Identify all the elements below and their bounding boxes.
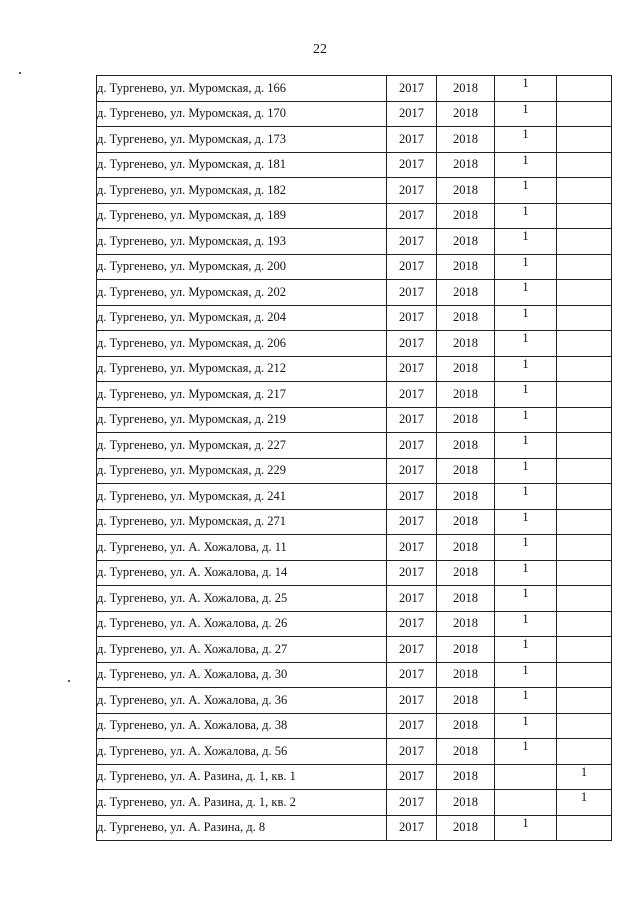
address-cell: д. Тургенево, ул. А. Хожалова, д. 25 bbox=[97, 586, 387, 612]
table-row bbox=[97, 586, 612, 612]
mark-b-cell bbox=[557, 688, 612, 714]
mark-b-cell bbox=[557, 280, 612, 306]
mark-b-cell: 1 bbox=[557, 764, 612, 790]
table-row bbox=[97, 637, 612, 663]
year-end-cell: 2018 bbox=[437, 535, 495, 561]
year-start-cell: 2017 bbox=[387, 280, 437, 306]
address-table bbox=[96, 75, 612, 841]
year-end-cell: 2018 bbox=[437, 637, 495, 663]
mark-b-cell bbox=[557, 407, 612, 433]
mark-b-cell bbox=[557, 331, 612, 357]
year-start-cell: 2017 bbox=[387, 407, 437, 433]
mark-b-cell bbox=[557, 152, 612, 178]
table-row bbox=[97, 509, 612, 535]
mark-b-cell bbox=[557, 560, 612, 586]
mark-a-cell: 1 bbox=[495, 688, 557, 714]
mark-a-cell: 1 bbox=[495, 331, 557, 357]
mark-b-cell bbox=[557, 229, 612, 255]
address-cell: д. Тургенево, ул. Муромская, д. 204 bbox=[97, 305, 387, 331]
address-cell: д. Тургенево, ул. Муромская, д. 173 bbox=[97, 127, 387, 153]
year-start-cell: 2017 bbox=[387, 76, 437, 102]
address-cell: д. Тургенево, ул. А. Разина, д. 8 bbox=[97, 815, 387, 841]
year-end-cell: 2018 bbox=[437, 764, 495, 790]
mark-b-cell bbox=[557, 815, 612, 841]
mark-a-cell: 1 bbox=[495, 509, 557, 535]
year-end-cell: 2018 bbox=[437, 509, 495, 535]
mark-a-cell: 1 bbox=[495, 484, 557, 510]
year-start-cell: 2017 bbox=[387, 790, 437, 816]
year-end-cell: 2018 bbox=[437, 662, 495, 688]
table-row bbox=[97, 229, 612, 255]
mark-a-cell: 1 bbox=[495, 101, 557, 127]
mark-b-cell bbox=[557, 713, 612, 739]
table-row bbox=[97, 713, 612, 739]
mark-a-cell: 1 bbox=[495, 433, 557, 459]
year-start-cell: 2017 bbox=[387, 815, 437, 841]
mark-a-cell: 1 bbox=[495, 305, 557, 331]
table-row bbox=[97, 688, 612, 714]
address-cell: д. Тургенево, ул. А. Разина, д. 1, кв. 1 bbox=[97, 764, 387, 790]
mark-b-cell bbox=[557, 178, 612, 204]
table-row bbox=[97, 356, 612, 382]
mark-a-cell: 1 bbox=[495, 458, 557, 484]
address-cell: д. Тургенево, ул. А. Хожалова, д. 11 bbox=[97, 535, 387, 561]
year-end-cell: 2018 bbox=[437, 152, 495, 178]
mark-a-cell: 1 bbox=[495, 739, 557, 765]
table-row bbox=[97, 611, 612, 637]
address-cell: д. Тургенево, ул. А. Хожалова, д. 36 bbox=[97, 688, 387, 714]
year-start-cell: 2017 bbox=[387, 305, 437, 331]
address-cell: д. Тургенево, ул. Муромская, д. 182 bbox=[97, 178, 387, 204]
address-cell: д. Тургенево, ул. А. Хожалова, д. 38 bbox=[97, 713, 387, 739]
table-row bbox=[97, 433, 612, 459]
year-start-cell: 2017 bbox=[387, 611, 437, 637]
year-start-cell: 2017 bbox=[387, 688, 437, 714]
table-row bbox=[97, 458, 612, 484]
year-end-cell: 2018 bbox=[437, 688, 495, 714]
address-cell: д. Тургенево, ул. Муромская, д. 229 bbox=[97, 458, 387, 484]
year-start-cell: 2017 bbox=[387, 586, 437, 612]
table-row bbox=[97, 484, 612, 510]
mark-a-cell: 1 bbox=[495, 382, 557, 408]
year-end-cell: 2018 bbox=[437, 611, 495, 637]
address-cell: д. Тургенево, ул. Муромская, д. 271 bbox=[97, 509, 387, 535]
year-start-cell: 2017 bbox=[387, 152, 437, 178]
address-cell: д. Тургенево, ул. Муромская, д. 212 bbox=[97, 356, 387, 382]
year-start-cell: 2017 bbox=[387, 560, 437, 586]
year-end-cell: 2018 bbox=[437, 484, 495, 510]
mark-b-cell bbox=[557, 382, 612, 408]
year-start-cell: 2017 bbox=[387, 637, 437, 663]
address-cell: д. Тургенево, ул. Муромская, д. 202 bbox=[97, 280, 387, 306]
mark-b-cell: 1 bbox=[557, 790, 612, 816]
address-cell: д. Тургенево, ул. Муромская, д. 206 bbox=[97, 331, 387, 357]
year-end-cell: 2018 bbox=[437, 229, 495, 255]
year-end-cell: 2018 bbox=[437, 203, 495, 229]
address-cell: д. Тургенево, ул. А. Хожалова, д. 26 bbox=[97, 611, 387, 637]
year-start-cell: 2017 bbox=[387, 509, 437, 535]
mark-b-cell bbox=[557, 76, 612, 102]
mark-a-cell: 1 bbox=[495, 535, 557, 561]
mark-b-cell bbox=[557, 637, 612, 663]
address-cell: д. Тургенево, ул. Муромская, д. 217 bbox=[97, 382, 387, 408]
address-cell: д. Тургенево, ул. А. Хожалова, д. 14 bbox=[97, 560, 387, 586]
table-row bbox=[97, 739, 612, 765]
mark-a-cell: 1 bbox=[495, 127, 557, 153]
mark-b-cell bbox=[557, 305, 612, 331]
mark-a-cell: 1 bbox=[495, 178, 557, 204]
year-end-cell: 2018 bbox=[437, 407, 495, 433]
scan-mark bbox=[19, 72, 21, 74]
table-row bbox=[97, 407, 612, 433]
mark-a-cell: 1 bbox=[495, 152, 557, 178]
year-start-cell: 2017 bbox=[387, 739, 437, 765]
mark-b-cell bbox=[557, 101, 612, 127]
year-end-cell: 2018 bbox=[437, 101, 495, 127]
mark-a-cell: 1 bbox=[495, 356, 557, 382]
mark-b-cell bbox=[557, 127, 612, 153]
mark-b-cell bbox=[557, 484, 612, 510]
year-start-cell: 2017 bbox=[387, 254, 437, 280]
mark-a-cell: 1 bbox=[495, 407, 557, 433]
address-cell: д. Тургенево, ул. А. Хожалова, д. 30 bbox=[97, 662, 387, 688]
year-end-cell: 2018 bbox=[437, 815, 495, 841]
page-number: 22 bbox=[313, 42, 327, 57]
table-row bbox=[97, 764, 612, 790]
address-cell: д. Тургенево, ул. Муромская, д. 227 bbox=[97, 433, 387, 459]
year-end-cell: 2018 bbox=[437, 76, 495, 102]
address-cell: д. Тургенево, ул. Муромская, д. 219 bbox=[97, 407, 387, 433]
mark-a-cell: 1 bbox=[495, 586, 557, 612]
year-start-cell: 2017 bbox=[387, 458, 437, 484]
mark-b-cell bbox=[557, 662, 612, 688]
year-start-cell: 2017 bbox=[387, 127, 437, 153]
mark-a-cell bbox=[495, 764, 557, 790]
year-end-cell: 2018 bbox=[437, 560, 495, 586]
mark-b-cell bbox=[557, 356, 612, 382]
mark-b-cell bbox=[557, 203, 612, 229]
address-cell: д. Тургенево, ул. Муромская, д. 181 bbox=[97, 152, 387, 178]
table-row bbox=[97, 76, 612, 102]
address-cell: д. Тургенево, ул. А. Хожалова, д. 27 bbox=[97, 637, 387, 663]
year-end-cell: 2018 bbox=[437, 382, 495, 408]
mark-a-cell: 1 bbox=[495, 76, 557, 102]
year-start-cell: 2017 bbox=[387, 764, 437, 790]
table-row bbox=[97, 560, 612, 586]
address-cell: д. Тургенево, ул. Муромская, д. 193 bbox=[97, 229, 387, 255]
table-row bbox=[97, 790, 612, 816]
year-end-cell: 2018 bbox=[437, 280, 495, 306]
mark-b-cell bbox=[557, 433, 612, 459]
table-row bbox=[97, 815, 612, 841]
table-row bbox=[97, 382, 612, 408]
year-start-cell: 2017 bbox=[387, 178, 437, 204]
mark-b-cell bbox=[557, 458, 612, 484]
mark-b-cell bbox=[557, 509, 612, 535]
address-cell: д. Тургенево, ул. Муромская, д. 170 bbox=[97, 101, 387, 127]
address-cell: д. Тургенево, ул. Муромская, д. 166 bbox=[97, 76, 387, 102]
mark-b-cell bbox=[557, 254, 612, 280]
year-end-cell: 2018 bbox=[437, 586, 495, 612]
year-start-cell: 2017 bbox=[387, 662, 437, 688]
year-end-cell: 2018 bbox=[437, 305, 495, 331]
year-end-cell: 2018 bbox=[437, 433, 495, 459]
year-end-cell: 2018 bbox=[437, 739, 495, 765]
table-row bbox=[97, 331, 612, 357]
year-end-cell: 2018 bbox=[437, 356, 495, 382]
mark-b-cell bbox=[557, 739, 612, 765]
table-row bbox=[97, 178, 612, 204]
year-end-cell: 2018 bbox=[437, 790, 495, 816]
mark-b-cell bbox=[557, 611, 612, 637]
year-start-cell: 2017 bbox=[387, 203, 437, 229]
address-cell: д. Тургенево, ул. Муромская, д. 189 bbox=[97, 203, 387, 229]
scan-mark bbox=[68, 680, 70, 682]
mark-a-cell: 1 bbox=[495, 815, 557, 841]
year-start-cell: 2017 bbox=[387, 229, 437, 255]
table-row bbox=[97, 101, 612, 127]
year-end-cell: 2018 bbox=[437, 254, 495, 280]
mark-a-cell: 1 bbox=[495, 229, 557, 255]
mark-a-cell: 1 bbox=[495, 713, 557, 739]
mark-a-cell: 1 bbox=[495, 280, 557, 306]
year-start-cell: 2017 bbox=[387, 484, 437, 510]
year-start-cell: 2017 bbox=[387, 331, 437, 357]
year-end-cell: 2018 bbox=[437, 458, 495, 484]
table-row bbox=[97, 535, 612, 561]
year-end-cell: 2018 bbox=[437, 331, 495, 357]
mark-a-cell: 1 bbox=[495, 560, 557, 586]
year-start-cell: 2017 bbox=[387, 356, 437, 382]
mark-a-cell: 1 bbox=[495, 662, 557, 688]
address-cell: д. Тургенево, ул. А. Хожалова, д. 56 bbox=[97, 739, 387, 765]
mark-a-cell: 1 bbox=[495, 203, 557, 229]
mark-a-cell: 1 bbox=[495, 637, 557, 663]
table-row bbox=[97, 152, 612, 178]
year-end-cell: 2018 bbox=[437, 178, 495, 204]
year-end-cell: 2018 bbox=[437, 713, 495, 739]
year-start-cell: 2017 bbox=[387, 713, 437, 739]
mark-b-cell bbox=[557, 535, 612, 561]
year-start-cell: 2017 bbox=[387, 101, 437, 127]
year-start-cell: 2017 bbox=[387, 433, 437, 459]
mark-a-cell: 1 bbox=[495, 254, 557, 280]
address-cell: д. Тургенево, ул. А. Разина, д. 1, кв. 2 bbox=[97, 790, 387, 816]
table-row bbox=[97, 127, 612, 153]
table-row bbox=[97, 662, 612, 688]
address-cell: д. Тургенево, ул. Муромская, д. 241 bbox=[97, 484, 387, 510]
address-table-body bbox=[97, 76, 612, 841]
address-cell: д. Тургенево, ул. Муромская, д. 200 bbox=[97, 254, 387, 280]
year-end-cell: 2018 bbox=[437, 127, 495, 153]
year-start-cell: 2017 bbox=[387, 382, 437, 408]
table-row bbox=[97, 254, 612, 280]
table-row bbox=[97, 280, 612, 306]
table-row bbox=[97, 203, 612, 229]
mark-a-cell bbox=[495, 790, 557, 816]
mark-a-cell: 1 bbox=[495, 611, 557, 637]
mark-b-cell bbox=[557, 586, 612, 612]
year-start-cell: 2017 bbox=[387, 535, 437, 561]
table-row bbox=[97, 305, 612, 331]
